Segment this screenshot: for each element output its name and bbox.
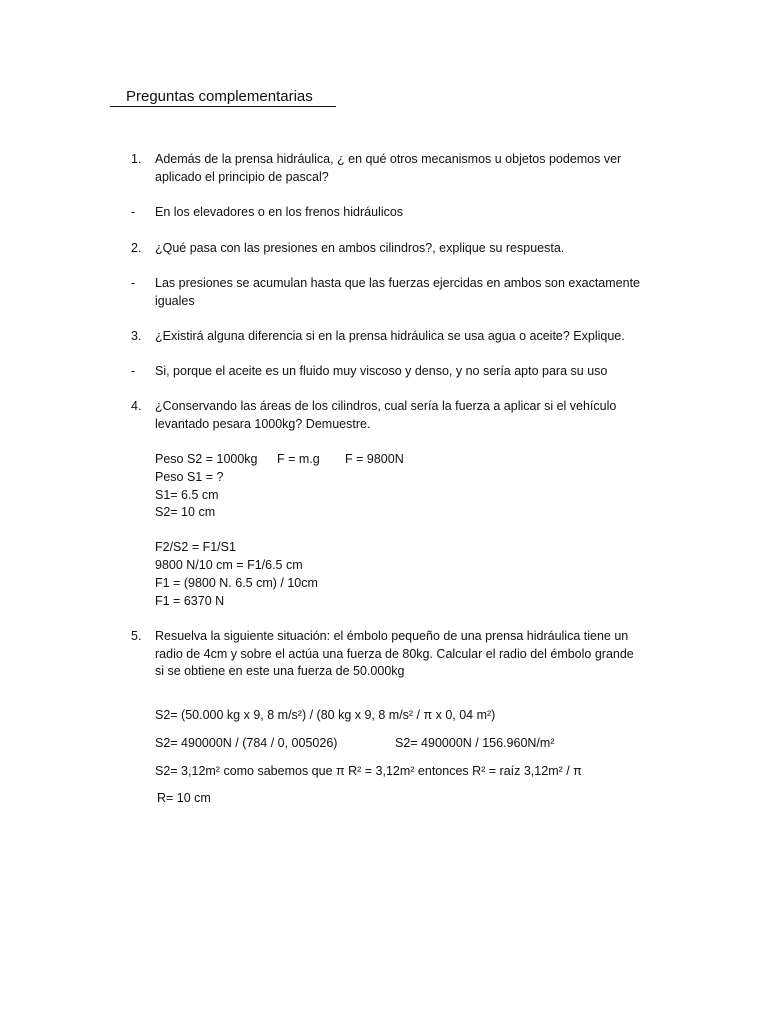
answer-1-dash: - bbox=[131, 205, 136, 219]
question-1-line-2: aplicado el principio de pascal? bbox=[155, 170, 329, 184]
question-5-line-3: si se obtiene en este una fuerza de 50.000kg bbox=[155, 664, 405, 678]
page-title: Preguntas complementarias bbox=[110, 88, 336, 107]
question-5-number: 5. bbox=[131, 629, 142, 643]
question-4-line-1: ¿Conservando las áreas de los cilindros, cual sería la fuerza a aplicar si el vehículo bbox=[155, 399, 617, 413]
question-1-line-1: Además de la prensa hidráulica, ¿ en qué otros mecanismos u objetos podemos ver bbox=[155, 152, 622, 166]
equation-4: F1 = 6370 N bbox=[155, 594, 225, 608]
calculation-3: S2= 3,12m² como sabemos que π R² = 3,12m² entonces R² = raíz 3,12m² / π bbox=[155, 764, 582, 778]
formula-f-mg: F = m.g bbox=[277, 452, 320, 466]
answer-3-dash: - bbox=[131, 364, 136, 378]
question-5-line-1: Resuelva la siguiente situación: el émbolo pequeño de una prensa hidráulica tiene un bbox=[155, 629, 629, 643]
question-4-line-2: levantado pesara 1000kg? Demuestre. bbox=[155, 417, 371, 431]
heading-container bbox=[110, 88, 336, 107]
question-1-number: 1. bbox=[131, 152, 142, 166]
question-3-line-1: ¿Existirá alguna diferencia si en la prensa hidráulica se usa agua o aceite? Explique. bbox=[155, 329, 625, 343]
calculation-1: S2= (50.000 kg x 9, 8 m/s²) / (80 kg x 9, 8 m/s² / π x 0, 04 m²) bbox=[155, 708, 496, 722]
question-5-line-2: radio de 4cm y sobre el actúa una fuerza de 80kg. Calcular el radio del émbolo grande bbox=[155, 647, 634, 661]
question-2-number: 2. bbox=[131, 241, 142, 255]
equation-2: 9800 N/10 cm = F1/6.5 cm bbox=[155, 558, 303, 572]
formula-f-value: F = 9800N bbox=[345, 452, 404, 466]
question-3-number: 3. bbox=[131, 329, 142, 343]
answer-2-line-1: Las presiones se acumulan hasta que las fuerzas ejercidas en ambos son exactamente bbox=[155, 276, 641, 290]
s2-value: S2= 10 cm bbox=[155, 505, 216, 519]
answer-2-line-2: iguales bbox=[155, 294, 195, 308]
answer-3: Si, porque el aceite es un fluido muy viscoso y denso, y no sería apto para su uso bbox=[155, 364, 608, 378]
peso-s2: Peso S2 = 1000kg bbox=[155, 452, 258, 466]
answer-2-dash: - bbox=[131, 276, 136, 290]
calculation-2a: S2= 490000N / (784 / 0, 005026) bbox=[155, 736, 338, 750]
equation-3: F1 = (9800 N. 6.5 cm) / 10cm bbox=[155, 576, 318, 590]
s1-value: S1= 6.5 cm bbox=[155, 488, 219, 502]
peso-s1: Peso S1 = ? bbox=[155, 470, 224, 484]
question-2-line-1: ¿Qué pasa con las presiones en ambos cilindros?, explique su respuesta. bbox=[155, 241, 565, 255]
calculation-result: R= 10 cm bbox=[157, 791, 211, 805]
calculation-2b: S2= 490000N / 156.960N/m² bbox=[395, 736, 555, 750]
equation-1: F2/S2 = F1/S1 bbox=[155, 540, 236, 554]
question-4-number: 4. bbox=[131, 399, 142, 413]
answer-1: En los elevadores o en los frenos hidráulicos bbox=[155, 205, 404, 219]
